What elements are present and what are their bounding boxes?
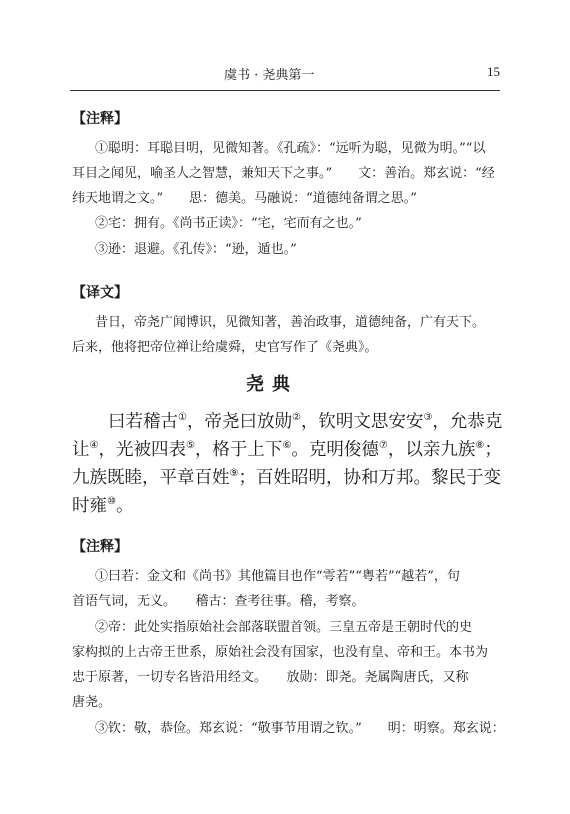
note-line: 唐尧。 [72, 695, 112, 710]
translation-line: 昔日，帝尧广闻博识，见微知著，善治政事，道德纯备，广有天下。 [95, 315, 486, 330]
note-line: ②宅：拥有。《尚书正读》：“宅，宅而有之也。” [95, 216, 362, 231]
note-line: ①曰若：金文和《尚书》其他篇目也作“雩若”“粤若”“越若”，句 [95, 569, 460, 584]
note-line: ③钦：敬，恭俭。郑玄说：“敬事节用谓之钦。” 明：明察。郑玄说： [95, 721, 505, 736]
note-line: ①聪明：耳聪目明，见微知著。《孔疏》：“远听为聪，见微为明。”“以 [95, 141, 486, 156]
running-header-title: 虞书 · 尧典第一 [224, 68, 315, 83]
notes-heading-2: 【注释】 [72, 539, 128, 555]
note-marker: ④ [89, 440, 99, 452]
header-rule [70, 90, 500, 91]
main-text-line: 曰若稽古①，帝尧曰放勋②，钦明文思安安③，允恭克 [108, 412, 503, 432]
note-marker: ⑦ [378, 440, 388, 452]
chapter-title: 尧典 [246, 374, 298, 395]
translation-heading: 【译文】 [72, 285, 128, 301]
note-line: ③逊：退避。《孔传》：“逊，遁也。” [95, 242, 297, 257]
note-marker: ⑨ [229, 468, 239, 480]
note-marker: ⑧ [475, 440, 485, 452]
note-line: 家构拟的上古帝王世系，原始社会没有国家，也没有皇、帝和王。本书为 [72, 645, 489, 660]
page-number: 15 [487, 64, 500, 79]
note-marker: ⑤ [185, 440, 195, 452]
note-line: 首语气词，无义。 稽古：查考往事。稽，考察。 [72, 594, 365, 609]
note-marker: ③ [423, 412, 433, 424]
note-marker: ② [291, 412, 301, 424]
note-marker: ⑥ [282, 440, 292, 452]
notes-heading-1: 【注释】 [72, 111, 128, 127]
main-text-line: 九族既睦，平章百姓⑨；百姓昭明，协和万邦。黎民于变 [72, 468, 501, 488]
note-line: 忠于原著，一切专名皆沿用经文。 放勋：即尧。尧属陶唐氏，又称 [72, 670, 469, 685]
note-line: 纬天地谓之文。” 思：德美。马融说：“道德纯备谓之思。” [72, 191, 417, 206]
note-line: ②帝：此处实指原始社会部落联盟首领。三皇五帝是王朝时代的史 [95, 620, 473, 635]
main-text-line: 让④，光被四表⑤，格于上下⑥。克明俊德⑦，以亲九族⑧； [72, 440, 502, 460]
note-line: 耳目之闻见，喻圣人之智慧，兼知天下之事。” 文：善治。郑玄说：“经 [72, 166, 495, 181]
translation-line: 后来，他将把帝位禅让给虞舜，史官写作了《尧典》。 [72, 340, 378, 355]
note-marker: ⑩ [107, 496, 116, 508]
note-marker: ① [178, 412, 187, 424]
main-text-line: 时雍⑩。 [72, 496, 134, 516]
